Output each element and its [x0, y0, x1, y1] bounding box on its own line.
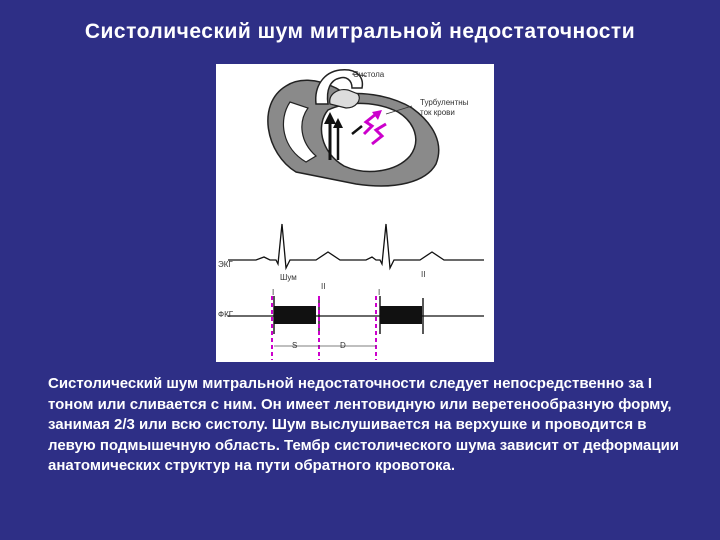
murmur-band [274, 306, 316, 324]
description-paragraph: Систолический шум митральной недостаточности следует непосредственно за I тоном или сливается с ним. Он имеет лентовидную или веретенообразную форму, занимая 2/3 или всю систолу. Шум выслушивается на верхушке и проводится в левую подмышечную область. Тембр систолического шума зависит от деформации анатомических структур на пути обратного кровотока. [48, 375, 680, 474]
tone-2-label: II [321, 282, 326, 291]
mitral-regurgitation-figure [216, 64, 494, 362]
left-atrium [330, 90, 360, 108]
ecg-trace [228, 224, 484, 268]
murmur-band [380, 306, 422, 324]
systole-markers [272, 296, 376, 360]
ecg-label: ЭКГ [218, 260, 233, 269]
diastole-interval-label: D [340, 341, 346, 350]
heart-diagram [268, 70, 439, 186]
systole-label: Систола [353, 70, 385, 79]
tone-2-label: II [421, 270, 426, 279]
turbulent-flow-label-2: ток крови [420, 108, 455, 117]
turbulent-flow-label: Турбулентны [420, 98, 469, 107]
pcg-label: ФКГ [218, 310, 234, 319]
pcg-trace [228, 296, 484, 334]
slide-title: Систолический шум митральной недостаточности [84, 20, 636, 43]
tone-1-label: I [378, 288, 381, 297]
tone-1-label: I [272, 288, 275, 297]
systole-interval-label: S [292, 341, 298, 350]
murmur-label: Шум [280, 273, 297, 282]
